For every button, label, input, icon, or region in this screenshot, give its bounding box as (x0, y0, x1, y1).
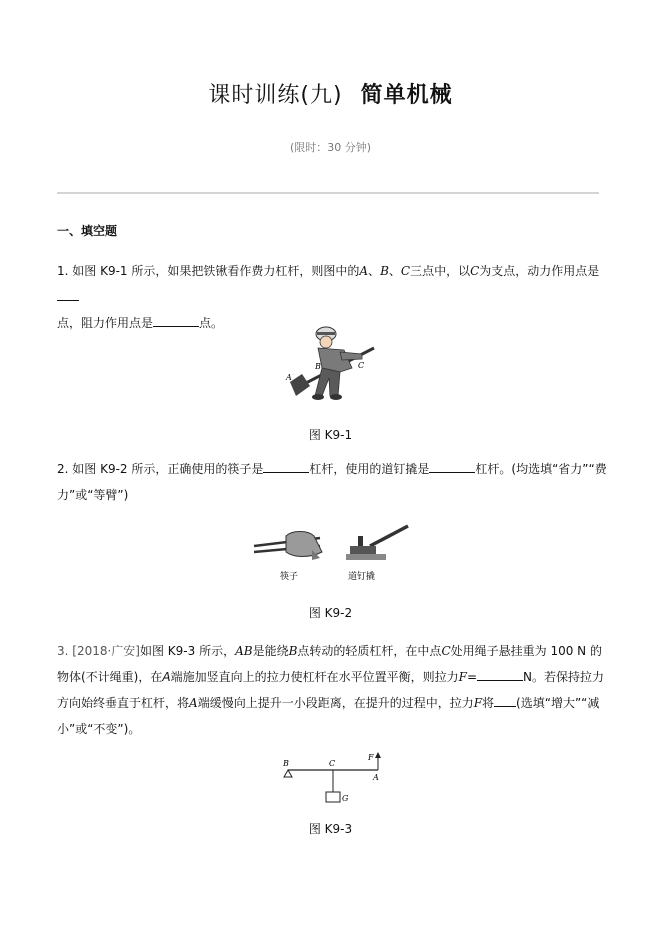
label-chopsticks: 筷子 (280, 572, 299, 582)
q1-text: 为支点，动力作用点是 (479, 264, 600, 278)
figure-k9-3 (278, 750, 388, 810)
answer-blank[interactable] (429, 458, 475, 473)
fig3-label-a: A (373, 773, 379, 782)
fig3-label-b: B (283, 759, 289, 768)
q3-text: 是能绕 (252, 644, 289, 658)
q3-text: N。若保持拉力方向始终垂直于杠杆，将 (57, 670, 604, 710)
answer-blank[interactable] (263, 458, 309, 473)
fig1-label-b: B (315, 362, 321, 371)
time-limit: (限时：30 分钟) (289, 141, 372, 154)
q3-text: 端缓慢向上提升一小段距离，在提升的过程中，拉力 (197, 696, 474, 710)
figure-caption: 图 K9-1 (308, 428, 353, 442)
figure-k9-1 (282, 322, 382, 404)
q3-var-f: F (458, 670, 467, 684)
label-crowbar: 道钉撬 (348, 572, 376, 582)
q3-text: 将 (482, 696, 495, 710)
title-right: 简单机械 (360, 83, 453, 108)
page-title (0, 78, 661, 109)
q3-text: 端施加竖直向上的拉力使杠杆在水平位置平衡，则拉力 (170, 670, 459, 684)
fig1-label-c: C (358, 361, 365, 370)
q1-text: 点，阻力作用点是 (57, 316, 154, 330)
figure-caption: 图 K9-3 (308, 822, 353, 836)
q3-text: 点转动的轻质杠杆，在中点 (297, 644, 442, 658)
q2-text: 杠杆，使用的道钉撬是 (309, 462, 430, 476)
divider (57, 192, 599, 194)
fig1-label-a: A (286, 373, 292, 382)
q3-text: 处用绳子悬挂重为 100 N 的物体(不计绳重)，在 (57, 644, 602, 684)
q3-var-a: A (189, 696, 198, 710)
question-2 (57, 456, 613, 508)
q3-text: 如图 K9-3 所示， (139, 644, 236, 658)
answer-blank[interactable] (57, 286, 79, 301)
answer-blank[interactable] (494, 692, 516, 707)
q2-text: 2. 如图 K9-2 所示，正确使用的筷子是 (57, 462, 264, 476)
q3-text: = (466, 670, 477, 684)
fig3-label-f: F (368, 753, 374, 762)
q1-sep: 、 (388, 264, 401, 278)
q1-var-c: C (400, 264, 411, 278)
q1-text: 三点中，以 (410, 264, 471, 278)
fig3-label-c: C (329, 759, 336, 768)
q3-var-a: A (162, 670, 171, 684)
q3-text: (选填“增大”“减小”或“不变”)。 (57, 696, 600, 736)
q3-var-b: B (288, 644, 298, 658)
figure-k9-2 (250, 522, 415, 584)
section-heading: 一、填空题 (57, 224, 118, 238)
q1-var-b: B (380, 264, 389, 278)
fig3-label-g: G (342, 794, 349, 803)
q1-var-a: A (359, 264, 369, 278)
q1-var-c: C (470, 264, 480, 278)
answer-blank[interactable] (477, 666, 523, 681)
answer-blank[interactable] (153, 312, 199, 327)
q3-var-ab: AB (235, 644, 253, 658)
q1-text: 1. 如图 K9-1 所示，如果把铁锹看作费力杠杆，则图中的 (57, 264, 360, 278)
q1-sep: 、 (368, 264, 381, 278)
question-3 (57, 638, 613, 742)
figure-caption: 图 K9-2 (308, 606, 353, 620)
q2-text: 杠杆。(均选填“省力”“费力”或“等臂”) (57, 462, 607, 502)
q3-var-c: C (441, 644, 451, 658)
title-left: 课时训练(九) (208, 83, 343, 108)
q1-text: 点。 (199, 316, 224, 330)
question-source: 3. [2018·广安] (57, 644, 140, 658)
q3-var-f: F (473, 696, 483, 710)
